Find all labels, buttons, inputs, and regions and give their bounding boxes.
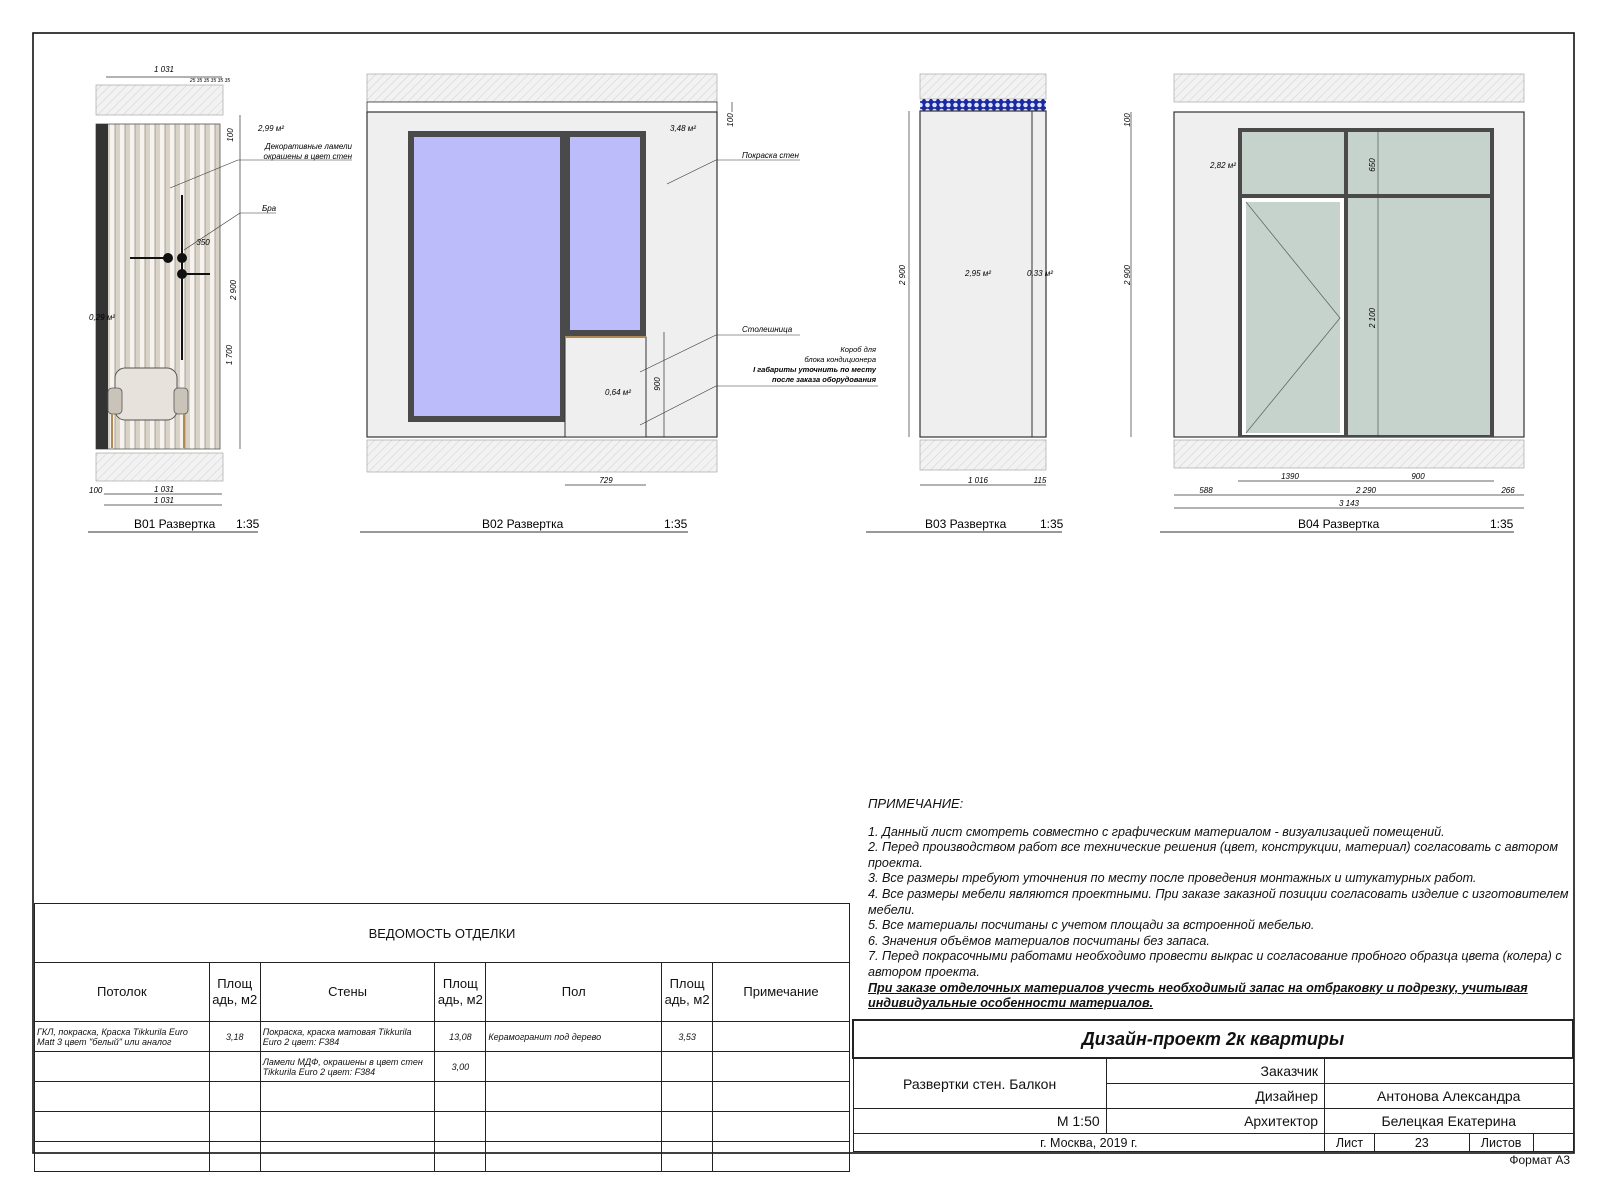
- table-cell: [713, 1022, 850, 1052]
- table-cell: [662, 1052, 713, 1082]
- table-cell: Ламели МДФ, окрашены в цвет стен Tikkurila Euro 2 цвет: F384: [260, 1052, 435, 1082]
- table-cell: ГКЛ, покраска, Краска Tikkurila Euro Matt 3 цвет "белый" или аналог: [35, 1022, 210, 1052]
- b03-scale: 1:35: [1040, 517, 1064, 531]
- role-designer: Дизайнер: [1106, 1084, 1324, 1109]
- b04-dim-2290: 2 290: [1355, 486, 1377, 495]
- role-customer: Заказчик: [1106, 1058, 1324, 1084]
- b02-dim-100: 100: [726, 113, 735, 127]
- elevation-b03: [866, 74, 1064, 532]
- b01-ceiling-slab: [96, 85, 223, 115]
- b02-ac-box: [565, 337, 646, 437]
- b02-label-paint: Покраска стен: [742, 151, 799, 160]
- customer-name: [1325, 1058, 1573, 1084]
- b04-dim-650: 650: [1368, 158, 1377, 172]
- b01-dim-bottom-1: 1 031: [153, 485, 175, 494]
- b04-scale: 1:35: [1490, 517, 1514, 531]
- table-cell: [713, 1052, 850, 1082]
- finish-header-note: Примечание: [713, 963, 850, 1022]
- architect-name: Белецкая Екатерина: [1325, 1109, 1573, 1134]
- b03-ceiling-slab: [920, 74, 1046, 99]
- b02-label-box-2: блока кондиционера: [804, 355, 876, 364]
- b01-dim-top-small: 25 35 35 35 35 35: [189, 78, 231, 84]
- project-title: Дизайн-проект 2к квартиры: [853, 1020, 1573, 1058]
- b01-side-wall: [96, 124, 108, 449]
- designer-name: Антонова Александра: [1325, 1084, 1573, 1109]
- note-line-5: 5. Все материалы посчитаны с учетом площади за встроенной мебелью.: [868, 918, 1315, 933]
- b02-floor-slab: [367, 440, 717, 472]
- table-cell: [209, 1142, 260, 1172]
- notes: [868, 796, 1574, 1012]
- elevation-b02: [360, 74, 878, 532]
- b04-door-leaf: [1246, 202, 1340, 433]
- paper-format: Формат А3: [1509, 1153, 1570, 1167]
- b03-ceiling-trim: [920, 99, 1046, 111]
- b01-dim-bottom-2: 1 031: [153, 496, 175, 505]
- table-row: [35, 1142, 850, 1172]
- sheet-name: Развертки стен. Балкон: [853, 1058, 1106, 1109]
- b01-area-left: 0,29 м²: [89, 313, 115, 322]
- note-bold: При заказе отделочных материалов учесть необходимый запас на отбраковку и подрезку, учитывая индивидуальные особенности материалов.: [868, 980, 1528, 1011]
- table-cell: [662, 1112, 713, 1142]
- finish-header-walls: Стены: [260, 963, 435, 1022]
- table-row: [35, 1082, 850, 1112]
- b04-dim-100: 100: [1123, 113, 1132, 127]
- b03-area-side: 0,33 м²: [1027, 269, 1053, 278]
- table-cell: [35, 1112, 210, 1142]
- b02-area-wall: 3,48 м²: [670, 124, 696, 133]
- finish-header-ceiling: Потолок: [35, 963, 210, 1022]
- table-cell: [713, 1082, 850, 1112]
- b01-dim-top: 1 031: [153, 65, 175, 74]
- table-cell: 3,00: [435, 1052, 486, 1082]
- b01-label-bra: Бра: [262, 204, 277, 213]
- b03-dim-2900: 2 900: [898, 264, 907, 286]
- note-line-4: 4. Все размеры мебели являются проектными. При заказе заказной позиции согласовать изделие с изготовителем мебели.: [868, 886, 1569, 917]
- b01-label-lamels-2: окрашены в цвет стен: [263, 152, 352, 161]
- table-cell: [260, 1112, 435, 1142]
- b03-title: В03 Развертка: [925, 517, 1007, 531]
- b03-dim-bottom-2: 115: [1033, 476, 1047, 485]
- finish-table-title: ВЕДОМОСТЬ ОТДЕЛКИ: [35, 904, 850, 963]
- b02-label-counter: Столешница: [742, 325, 793, 334]
- b03-area-main: 2,95 м²: [965, 269, 991, 278]
- b01-dim-2900: 2 900: [229, 279, 238, 301]
- finish-table: [34, 903, 850, 1172]
- table-cell: Покраска, краска матовая Tikkurila Euro 2 цвет: F384: [260, 1022, 435, 1052]
- table-row: [35, 1052, 850, 1082]
- finish-header-area-3: Площ адь, м2: [662, 963, 713, 1022]
- table-cell: [486, 1142, 662, 1172]
- elevation-b04: [1123, 74, 1524, 532]
- b02-label-box-4: после заказа оборудования: [771, 375, 876, 384]
- b02-title: В02 Развертка: [482, 517, 564, 531]
- table-cell: [260, 1082, 435, 1112]
- table-cell: [435, 1082, 486, 1112]
- b04-area: 2,82 м²: [1210, 161, 1236, 170]
- b01-dim-bottom-100: 100: [89, 486, 103, 495]
- finish-header-area-2: Площ адь, м2: [435, 963, 486, 1022]
- table-cell: [209, 1052, 260, 1082]
- notes-title: ПРИМЕЧАНИЕ:: [868, 796, 964, 811]
- b01-label-lamels-1: Декоративные ламели: [264, 142, 352, 151]
- city-year: г. Москва, 2019 г.: [853, 1134, 1325, 1152]
- table-cell: [35, 1142, 210, 1172]
- sheet-number: 23: [1374, 1134, 1469, 1152]
- b04-dim-588: 588: [1199, 486, 1213, 495]
- b02-area-box: 0,64 м²: [605, 388, 631, 397]
- role-architect: Архитектор: [1106, 1109, 1324, 1134]
- sheets-label: Листов: [1469, 1134, 1533, 1152]
- b04-dim-1390: 1390: [1281, 472, 1299, 481]
- table-cell: [435, 1142, 486, 1172]
- table-cell: Керамогранит под дерево: [486, 1022, 662, 1052]
- b02-window-glass-right: [570, 137, 640, 330]
- table-cell: [662, 1082, 713, 1112]
- b02-dim-900: 900: [653, 377, 662, 391]
- b01-floor-slab: [96, 453, 223, 481]
- table-cell: [662, 1142, 713, 1172]
- note-line-1: 1. Данный лист смотреть совместно с графическим материалом - визуализацией помещений.: [868, 824, 1445, 839]
- table-cell: [209, 1082, 260, 1112]
- table-cell: [435, 1112, 486, 1142]
- table-cell: [486, 1082, 662, 1112]
- elevation-b01: [88, 65, 353, 532]
- b02-window-glass-left: [414, 137, 560, 416]
- b04-ceiling-slab: [1174, 74, 1524, 102]
- table-row: [35, 1112, 850, 1142]
- table-cell: [713, 1112, 850, 1142]
- finish-header-area-1: Площ адь, м2: [209, 963, 260, 1022]
- b04-dim-900: 900: [1411, 472, 1425, 481]
- b01-scale: 1:35: [236, 517, 260, 531]
- table-cell: [209, 1112, 260, 1142]
- b02-ceiling-slab: [367, 74, 717, 102]
- b02-label-box-1: Короб для: [840, 345, 876, 354]
- b03-dim-bottom-1: 1 016: [967, 476, 989, 485]
- b01-dim-100: 100: [226, 128, 235, 142]
- table-cell: [35, 1052, 210, 1082]
- table-cell: 13,08: [435, 1022, 486, 1052]
- note-line-7: 7. Перед покрасочными работами необходимо провести выкрас и согласование пробного образца цвета (колера) с автором проекта.: [868, 949, 1562, 979]
- table-cell: [260, 1142, 435, 1172]
- table-cell: [713, 1142, 850, 1172]
- note-line-3: 3. Все размеры требуют уточнения по месту после проведения монтажных и штукатурных работ.: [868, 871, 1477, 886]
- drawing-scale: М 1:50: [853, 1109, 1106, 1134]
- b04-dim-3143: 3 143: [1338, 499, 1360, 508]
- b02-dim-729: 729: [599, 476, 613, 485]
- b03-floor-slab: [920, 440, 1046, 470]
- table-row: [35, 1022, 850, 1052]
- b01-title: В01 Развертка: [134, 517, 216, 531]
- b04-dim-266: 266: [1501, 486, 1515, 495]
- sheet-label: Лист: [1325, 1134, 1375, 1152]
- table-cell: 3,18: [209, 1022, 260, 1052]
- table-cell: [35, 1082, 210, 1112]
- sheets-total: [1533, 1134, 1573, 1152]
- table-cell: 3,53: [662, 1022, 713, 1052]
- title-block: [852, 1019, 1574, 1152]
- finish-header-floor: Пол: [486, 963, 662, 1022]
- note-line-6: 6. Значения объёмов материалов посчитаны без запаса.: [868, 933, 1210, 948]
- b01-dim-350: 350: [196, 238, 210, 247]
- b02-label-box-3: I габариты уточнить по месту: [753, 365, 876, 374]
- table-cell: [486, 1112, 662, 1142]
- b01-area-top: 2,99 м²: [258, 124, 284, 133]
- b04-dim-2100: 2 100: [1368, 307, 1377, 329]
- b01-dim-1700: 1 700: [225, 344, 234, 366]
- b04-floor-slab: [1174, 440, 1524, 468]
- b04-title: В04 Развертка: [1298, 517, 1380, 531]
- b02-scale: 1:35: [664, 517, 688, 531]
- table-cell: [486, 1052, 662, 1082]
- b04-dim-2900: 2 900: [1123, 264, 1132, 286]
- note-line-2: 2. Перед производством работ все технические решения (цвет, конструкции, материал) согласовать с автором проекта.: [868, 840, 1559, 870]
